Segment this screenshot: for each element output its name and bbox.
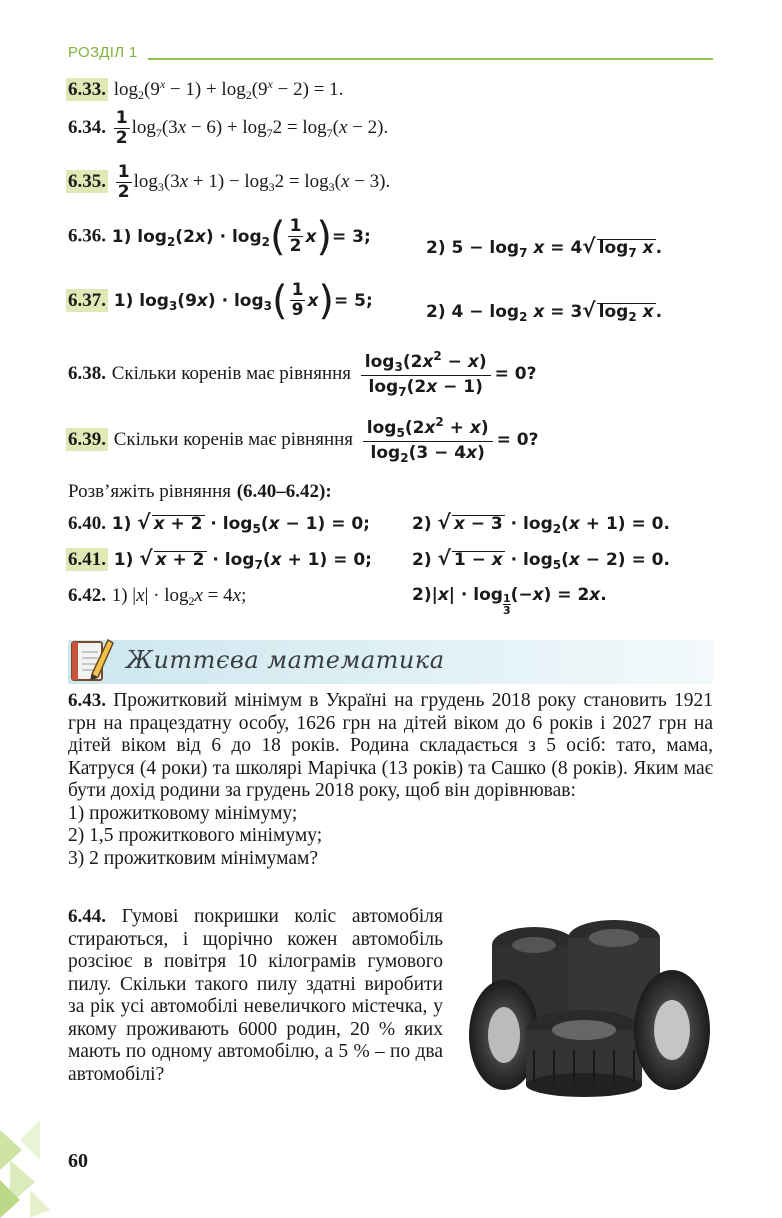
problem-6-35: [68, 164, 390, 201]
problem-number: 6.37.: [68, 289, 106, 311]
problem-number: 6.33.: [68, 79, 106, 100]
list-item: 3) 2 прожитковим мінімумам?: [68, 847, 319, 869]
tires-image: [464, 910, 714, 1100]
equation-part-2: 2) √ $1 - x \cdot \log_5(x - 2) = 0$.: [412, 546, 670, 572]
instruction: [68, 482, 332, 501]
equation-part-2: 2) √ $x - 3 \cdot \log_2(x + 1) = 0$.: [412, 510, 670, 536]
page-header: [68, 44, 713, 64]
instruction-range: (6.40–6.42):: [236, 481, 332, 502]
equation: $\frac{\log_3(2x^2 - x)}{\log_7(2x - 1)}$ = 0?: [357, 364, 537, 384]
problem-6-38: [68, 350, 536, 398]
problem-text: Гумові покришки коліс автомобіля стираються, і щорічно кожен автомобіль розсіює в повітря 10 кілограмів гумового пилу. Скільки такого пилу здатні виробити за рік усі автомобілі невеличкого містечка, у якому проживають 6000 родин, 20 % яких мають по одному автомобілю, а 5 % – по два автомобілі?: [68, 906, 443, 1085]
problem-6-43: [68, 690, 713, 870]
header-rule: [148, 58, 713, 60]
problem-6-41: [68, 548, 372, 571]
problem-number: 6.35.: [68, 170, 106, 192]
equation-part-1: 1) $|x| \cdot \log_2x = 4x$;: [111, 585, 247, 608]
equation-part-1: 1) $\log_3(9x) \cdot \log_3$( $\frac{1}{9}$ x)= 5;: [113, 277, 373, 324]
problem-6-40: [68, 512, 370, 535]
problem-number: 6.42.: [68, 585, 106, 606]
equation: $\frac{\log_5(2x^2 + x)}{\log_2(3 - 4x)}$ = 0?: [359, 430, 539, 450]
equation-part-1: 1) √ $x + 2 \cdot \log_7(x + 1) = 0$;: [113, 546, 372, 572]
equation: $\log_2(9^x - 1) + \log_2(9^x - 2) = 1$.: [113, 77, 344, 102]
banner-title: Життєва математика: [126, 646, 445, 674]
problem-number: 6.40.: [68, 513, 106, 534]
problem-number: 6.34.: [68, 116, 106, 138]
equation-part-2: 2)|x| · log $\frac{1}{3}$ (−x) = 2x.: [412, 585, 607, 617]
problem-text: Скільки коренів має рівняння: [111, 363, 352, 384]
problem-6-39: [68, 416, 538, 464]
notebook-pencil-icon: [68, 634, 116, 684]
equation-part-2: 2) $5 - \log_7 x = 4√$ $\log_7 x$ .: [426, 234, 663, 260]
problem-6-36-part-2: [426, 236, 662, 259]
equation: $\frac{1}{2}$ $\log_3(3x + 1) - \log_32 = \log_3(x - 3)$.: [117, 162, 391, 202]
problem-6-36: [68, 213, 371, 260]
instruction-text: Розв’яжіть рівняння: [68, 481, 231, 502]
list-item: 2) 1,5 прожиткового мінімуму;: [68, 825, 323, 846]
section-banner: [68, 640, 713, 684]
equation: $\frac{1}{2}$ $\log_7(3x - 6) + \log_72 = \log_7(x - 2)$.: [115, 108, 389, 148]
problem-6-42-part-2: [412, 586, 607, 616]
problem-number: 6.39.: [68, 429, 106, 450]
decorative-corner-pattern: [0, 1110, 70, 1218]
problem-6-37: [68, 277, 373, 324]
problem-6-37-part-2: [426, 300, 662, 323]
problem-6-41-part-2: [412, 548, 670, 571]
equation-part-2: 2) $4 - \log_2 x = 3√$ $\log_2 x$ .: [426, 298, 663, 324]
equation-part-1: 1) $\log_2(2x) \cdot \log_2$( $\frac{1}{2}$ x)= 3;: [111, 213, 371, 260]
page-number: 60: [68, 1150, 88, 1172]
problem-text: Прожитковий мінімум в Україні на грудень 2018 року становить 1921 грн на працездатну особу, 1626 грн на дітей віком до 6 років і 2027 грн на дітей віком від 6 до 18 років. Родина складається з 5 осіб: тато, мама, Катруся (4 роки) та школярі Марічка (13 років) та Сашко (8 років). Яким має бути дохід родини за грудень 2018 року, щоб він дорівнював:: [68, 690, 714, 801]
list-item: 1) прожитковому мінімуму;: [68, 802, 298, 824]
problem-number: 6.36.: [68, 225, 106, 247]
problem-6-42: [68, 586, 246, 607]
problem-text: Скільки коренів має рівняння: [113, 429, 354, 450]
problem-number: 6.38.: [68, 363, 106, 384]
problem-number: 6.41.: [68, 549, 106, 570]
problem-6-33: [68, 78, 343, 101]
problem-number: 6.44.: [68, 906, 106, 927]
problem-6-34: [68, 110, 388, 147]
equation-part-1: 1) √ $x + 2 \cdot \log_5(x - 1) = 0$;: [111, 510, 370, 536]
problem-6-44: [68, 906, 443, 1086]
section-label: РОЗДІЛ 1: [68, 44, 138, 61]
problem-number: 6.43.: [68, 690, 106, 711]
problem-6-40-part-2: [412, 512, 670, 535]
